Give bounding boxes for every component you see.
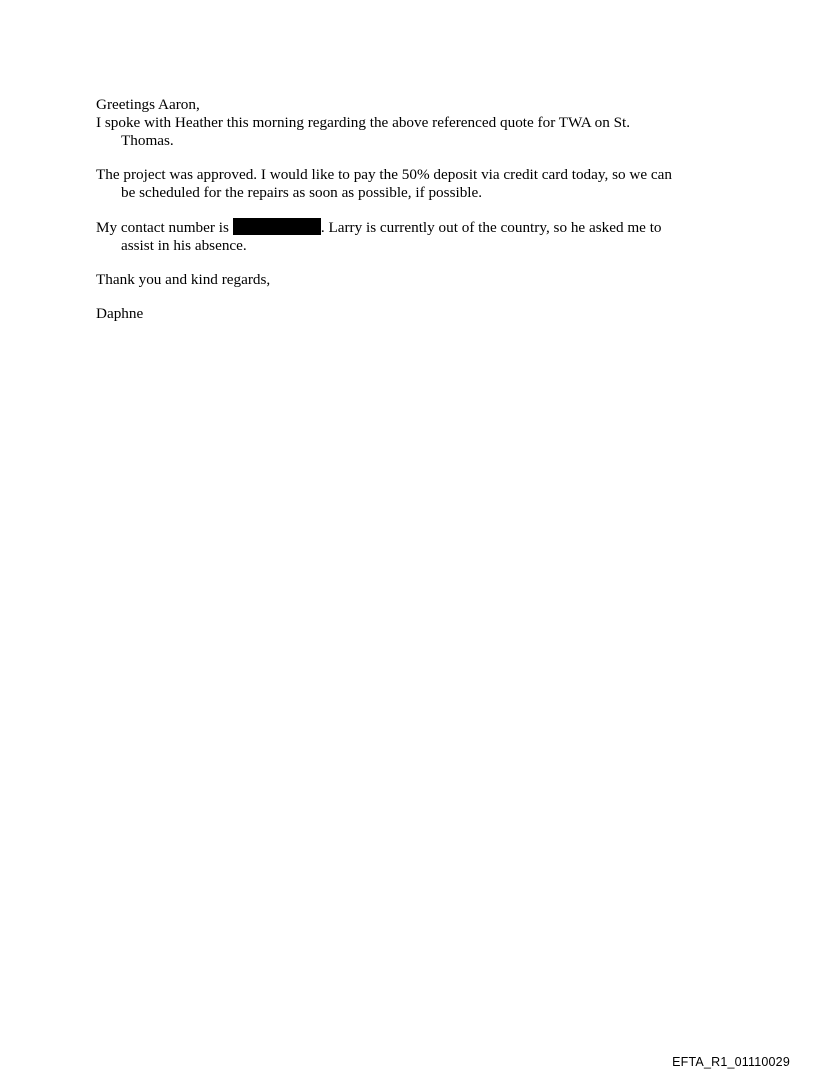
contact-number-label: My contact number is bbox=[96, 219, 229, 236]
greeting: Greetings Aaron, bbox=[96, 96, 200, 113]
paragraph-3-line-1-tail: . Larry is currently out of the country, so he asked me to bbox=[320, 219, 662, 236]
bates-number: EFTA_R1_01110029 bbox=[672, 1055, 790, 1069]
paragraph-spacer bbox=[96, 289, 736, 305]
closing: Thank you and kind regards, bbox=[96, 271, 271, 288]
paragraph-2-line-2: be scheduled for the repairs as soon as possible, if possible. bbox=[121, 184, 483, 201]
paragraph-3-line-1 bbox=[96, 218, 736, 237]
paragraph-3-line-2: assist in his absence. bbox=[121, 237, 247, 254]
paragraph-1-line-2: Thomas. bbox=[121, 132, 174, 149]
paragraph-spacer bbox=[96, 255, 736, 271]
paragraph-2-line-1: The project was approved. I would like to pay the 50% deposit via credit card today, so we can bbox=[96, 166, 672, 183]
paragraph-spacer bbox=[96, 150, 736, 166]
paragraph-spacer bbox=[96, 202, 736, 218]
signature: Daphne bbox=[96, 305, 144, 322]
paragraph-1-line-1: I spoke with Heather this morning regarding the above referenced quote for TWA on St. bbox=[96, 114, 631, 131]
email-body bbox=[96, 96, 736, 323]
redaction-box bbox=[233, 218, 321, 235]
